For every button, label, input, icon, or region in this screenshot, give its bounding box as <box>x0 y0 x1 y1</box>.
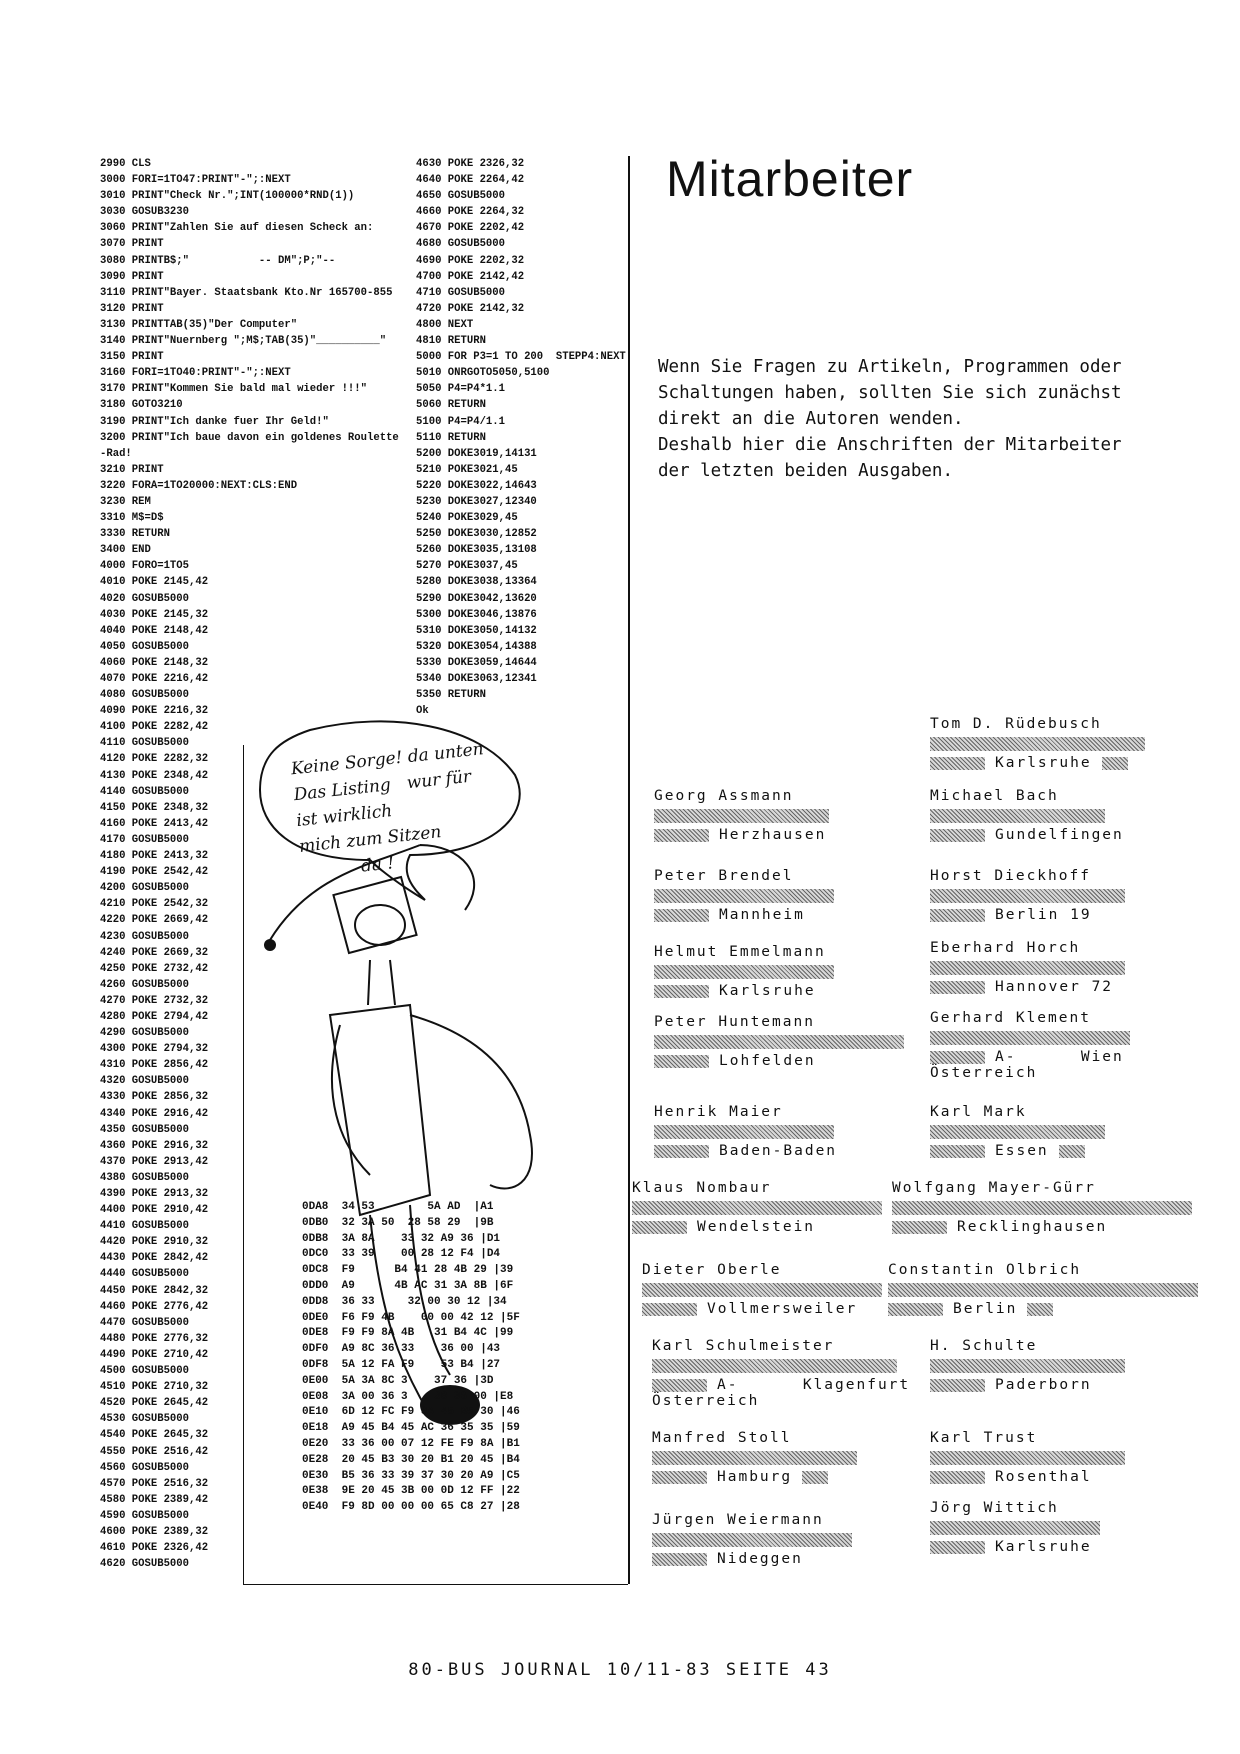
listing-line: 3330 RETURN <box>100 528 170 541</box>
listing-line: 3200 PRINT"Ich baue davon ein goldenes Roulette <box>100 431 399 444</box>
hex-line: 0E18 A9 45 B4 45 AC 36 35 35 |59 <box>302 1422 520 1435</box>
author-city: Herzhausen <box>719 827 827 843</box>
listing-line: 5250 DOKE3030,12852 <box>416 528 537 541</box>
body <box>330 1005 430 1215</box>
intro-line: Deshalb hier die Anschriften der Mitarbeiter <box>658 435 1122 455</box>
redacted-street <box>652 1533 852 1547</box>
author-name: Eberhard Horch <box>930 940 1081 956</box>
listing-line: 4700 POKE 2142,42 <box>416 270 525 283</box>
listing-line: 4000 FORO=1TO5 <box>100 560 190 573</box>
listing-line: 4580 POKE 2389,42 <box>100 1493 209 1506</box>
author-name: Manfred Stoll <box>652 1430 792 1446</box>
listing-line: 4560 GOSUB5000 <box>100 1461 190 1474</box>
redacted-street <box>930 1521 1100 1535</box>
listing-line: 3400 END <box>100 544 151 557</box>
author-entry <box>930 716 1145 771</box>
author-name: Karl Trust <box>930 1430 1038 1446</box>
listing-line: 4680 GOSUB5000 <box>416 238 506 251</box>
author-name: Constantin Olbrich <box>888 1262 1082 1278</box>
listing-line: 5270 POKE3037,45 <box>416 560 518 573</box>
listing-line: 4430 POKE 2842,42 <box>100 1252 209 1265</box>
redacted-street <box>930 1359 1125 1373</box>
hex-line: 0DC0 33 39 00 28 12 F4 |D4 <box>302 1248 501 1261</box>
listing-line: 5100 P4=P4/1.1 <box>416 415 506 428</box>
listing-line: 4630 POKE 2326,32 <box>416 158 525 170</box>
author-name: Helmut Emmelmann <box>654 944 826 960</box>
author-entry <box>654 868 834 923</box>
listing-line: 3110 PRINT"Bayer. Staatsbank Kto.Nr 165700-855 <box>100 286 393 299</box>
listing-line: 4070 POKE 2216,42 <box>100 673 209 685</box>
listing-line: 4290 GOSUB5000 <box>100 1027 190 1040</box>
redacted-zip <box>930 1541 985 1554</box>
listing-line: 5240 POKE3029,45 <box>416 512 518 525</box>
author-country: Österreich <box>652 1393 760 1409</box>
listing-line: 4400 POKE 2910,42 <box>100 1204 209 1217</box>
redacted-street <box>652 1451 857 1465</box>
author-entry <box>930 1010 1130 1081</box>
redacted-zip <box>930 981 985 994</box>
redacted-zip <box>888 1303 943 1316</box>
author-entry <box>930 1500 1100 1555</box>
neck <box>368 960 395 1005</box>
listing-line: 4120 POKE 2282,32 <box>100 753 209 766</box>
basic-listing-column-2 <box>416 156 626 719</box>
listing-line: 4140 GOSUB5000 <box>100 785 190 798</box>
author-city: Vollmersweiler <box>707 1301 858 1317</box>
listing-line: 4660 POKE 2264,32 <box>416 206 525 219</box>
redacted-street <box>654 889 834 903</box>
redacted-street <box>930 1451 1125 1465</box>
listing-line: 3160 FORI=1TO40:PRINT"-";:NEXT <box>100 367 291 380</box>
listing-line: 4690 POKE 2202,32 <box>416 254 525 267</box>
author-entry <box>892 1180 1192 1235</box>
author-city: Recklinghausen <box>957 1219 1108 1235</box>
author-name: H. Schulte <box>930 1338 1038 1354</box>
listing-line: 5280 DOKE3038,13364 <box>416 576 537 589</box>
listing-line: 3190 PRINT"Ich danke fuer Ihr Geld!" <box>100 415 329 428</box>
author-name: Georg Assmann <box>654 788 794 804</box>
listing-divider-left <box>243 745 244 1585</box>
author-city: Karlsruhe <box>995 755 1092 771</box>
author-city: Hamburg <box>717 1469 793 1485</box>
listing-line: 5110 RETURN <box>416 431 486 444</box>
hex-line: 0DF8 5A 12 FA F9 53 B4 |27 <box>302 1358 501 1371</box>
listing-line: 4100 POKE 2282,42 <box>100 721 209 734</box>
author-city: Berlin 19 <box>995 907 1092 923</box>
redacted-zip <box>930 1379 985 1392</box>
listing-line: 4420 POKE 2910,32 <box>100 1236 209 1249</box>
hex-line: 0E38 9E 20 45 3B 00 0D 12 FF |22 <box>302 1485 520 1498</box>
listing-line: 5200 DOKE3019,14131 <box>416 447 537 460</box>
redacted-zip <box>642 1303 697 1316</box>
listing-line: 4220 POKE 2669,42 <box>100 914 209 927</box>
listing-line: 4150 POKE 2348,32 <box>100 801 209 814</box>
redacted-extra <box>1102 757 1128 770</box>
listing-line: 4460 POKE 2776,42 <box>100 1300 209 1313</box>
listing-line: 5290 DOKE3042,13620 <box>416 592 537 605</box>
listing-line: 3080 PRINTB$;" -- DM";P;"-- <box>100 254 336 267</box>
listing-line: 5230 DOKE3027,12340 <box>416 495 537 508</box>
hex-line: 0DB0 32 3A 50 28 58 29 |9B <box>302 1216 494 1229</box>
hex-line: 0E20 33 36 00 07 12 FE F9 8A |B1 <box>302 1437 520 1450</box>
author-city: Lohfelden <box>719 1053 816 1069</box>
listing-line: 4040 POKE 2148,42 <box>100 624 209 637</box>
redacted-zip <box>632 1221 687 1234</box>
author-city: A- Wien <box>995 1049 1124 1065</box>
listing-line: 3000 FORI=1TO47:PRINT"-";:NEXT <box>100 174 291 187</box>
hex-line: 0E30 B5 36 33 39 37 30 20 A9 |C5 <box>302 1469 520 1482</box>
redacted-street <box>930 889 1125 903</box>
monitor-head <box>333 877 416 953</box>
redacted-extra <box>1027 1303 1053 1316</box>
listing-line: 4510 POKE 2710,32 <box>100 1381 209 1394</box>
left-arm <box>332 1025 370 1175</box>
listing-line: 5300 DOKE3046,13876 <box>416 608 537 621</box>
listing-line: 5000 FOR P3=1 TO 200 STEPP4:NEXT <box>416 351 626 364</box>
author-name: Michael Bach <box>930 788 1059 804</box>
listing-line: 4370 POKE 2913,42 <box>100 1155 209 1168</box>
author-city: Karlsruhe <box>995 1539 1092 1555</box>
listing-line: 4200 GOSUB5000 <box>100 882 190 895</box>
author-country: Österreich <box>930 1065 1038 1081</box>
author-name: Karl Schulmeister <box>652 1338 835 1354</box>
author-name: Jörg Wittich <box>930 1500 1059 1516</box>
face <box>355 905 405 945</box>
listing-line: 4110 GOSUB5000 <box>100 737 190 750</box>
listing-line: 4520 POKE 2645,42 <box>100 1397 209 1410</box>
author-entry <box>930 940 1125 995</box>
listing-line: 3090 PRINT <box>100 270 164 283</box>
redacted-street <box>652 1359 897 1373</box>
author-entry <box>654 788 829 843</box>
listing-line: 4180 POKE 2413,32 <box>100 850 209 863</box>
listing-line: 4480 POKE 2776,32 <box>100 1332 209 1345</box>
listing-line: 4500 GOSUB5000 <box>100 1365 190 1378</box>
hex-line: 0DC8 F9 B4 41 28 4B 29 |39 <box>302 1264 514 1277</box>
listing-line: 3060 PRINT"Zahlen Sie auf diesen Scheck an: <box>100 222 374 235</box>
listing-line: 4620 GOSUB5000 <box>100 1558 190 1571</box>
listing-line: 4270 POKE 2732,32 <box>100 994 209 1007</box>
intro-text <box>658 354 1178 484</box>
listing-line: 4710 GOSUB5000 <box>416 286 506 299</box>
hex-line: 0E00 5A 3A 8C 3 37 36 |3D <box>302 1374 494 1387</box>
listing-line: 2990 CLS <box>100 158 151 170</box>
author-name: Gerhard Klement <box>930 1010 1091 1026</box>
listing-line: 3180 GOTO3210 <box>100 399 183 412</box>
author-entry <box>930 1338 1125 1393</box>
listing-line: 4670 POKE 2202,42 <box>416 222 525 235</box>
redacted-street <box>632 1201 882 1215</box>
hex-line: 0DE0 F6 F9 4B 00 00 42 12 |5F <box>302 1311 520 1324</box>
intro-line: Schaltungen haben, sollten Sie sich zunächst <box>658 383 1122 403</box>
listing-line: 4260 GOSUB5000 <box>100 978 190 991</box>
author-name: Klaus Nombaur <box>632 1180 772 1196</box>
author-name: Tom D. Rüdebusch <box>930 716 1102 732</box>
listing-line: 4020 GOSUB5000 <box>100 592 190 605</box>
listing-divider-bottom <box>243 1584 628 1585</box>
listing-line: 5220 DOKE3022,14643 <box>416 479 537 492</box>
listing-line: 4080 GOSUB5000 <box>100 689 190 702</box>
author-entry <box>652 1338 910 1409</box>
author-city: A- Klagenfurt <box>717 1377 911 1393</box>
listing-line: 4610 POKE 2326,42 <box>100 1542 209 1555</box>
listing-line: 3310 M$=D$ <box>100 512 164 525</box>
listing-line: 4130 POKE 2348,42 <box>100 769 209 782</box>
author-city: Paderborn <box>995 1377 1092 1393</box>
intro-line: der letzten beiden Ausgaben. <box>658 461 954 481</box>
author-name: Peter Brendel <box>654 868 794 884</box>
listing-line: 3220 FORA=1TO20000:NEXT:CLS:END <box>100 479 298 492</box>
redacted-street <box>888 1283 1198 1297</box>
listing-line: 4540 POKE 2645,32 <box>100 1429 209 1442</box>
speech-bubble-text: Keine Sorge! da unten Das Listing wur für ist wirklich mich zum Sitzen da ! <box>290 739 485 883</box>
redacted-zip <box>654 829 709 842</box>
hex-line: 0E08 3A 00 36 3 38 36 00 |E8 <box>302 1390 514 1403</box>
listing-line: 5340 DOKE3063,12341 <box>416 673 537 685</box>
listing-line: 4240 POKE 2669,32 <box>100 946 209 959</box>
listing-line: 4350 GOSUB5000 <box>100 1123 190 1136</box>
redacted-street <box>654 1035 904 1049</box>
hex-line: 0DD8 36 33 32 00 30 12 |34 <box>302 1295 507 1308</box>
listing-line: 5330 DOKE3059,14644 <box>416 656 537 669</box>
hex-line: 0E28 20 45 B3 30 20 B1 20 45 |B4 <box>302 1453 520 1466</box>
hex-line: 0DD0 A9 4B AC 31 3A 8B |6F <box>302 1279 514 1292</box>
page-footer: 80-BUS JOURNAL 10/11-83 SEITE 43 <box>408 1660 832 1680</box>
listing-line: 4550 POKE 2516,42 <box>100 1445 209 1458</box>
listing-line: 4490 POKE 2710,42 <box>100 1348 209 1361</box>
redacted-zip <box>654 1145 709 1158</box>
right-arm <box>410 1015 532 1188</box>
author-entry <box>652 1512 852 1567</box>
listing-line: 4190 POKE 2542,42 <box>100 866 209 879</box>
author-city: Karlsruhe <box>719 983 816 999</box>
redacted-extra <box>1059 1145 1085 1158</box>
listing-line: 4360 POKE 2916,32 <box>100 1139 209 1152</box>
listing-line: 4030 POKE 2145,32 <box>100 608 209 621</box>
author-entry <box>654 1014 904 1069</box>
hat-bell <box>264 939 276 951</box>
redacted-zip <box>892 1221 947 1234</box>
listing-line: 4300 POKE 2794,32 <box>100 1043 209 1056</box>
redacted-zip <box>930 829 985 842</box>
redacted-zip <box>930 1471 985 1484</box>
listing-line: 5310 DOKE3050,14132 <box>416 624 537 637</box>
listing-line: 4330 POKE 2856,32 <box>100 1091 209 1104</box>
redacted-street <box>930 961 1125 975</box>
redacted-zip <box>654 1055 709 1068</box>
author-name: Karl Mark <box>930 1104 1027 1120</box>
redacted-zip <box>652 1553 707 1566</box>
hex-line: 0DF0 A9 8C 36 33 36 00 |43 <box>302 1343 501 1356</box>
author-entry <box>930 788 1124 843</box>
author-entry <box>652 1430 857 1485</box>
listing-line: 4590 GOSUB5000 <box>100 1509 190 1522</box>
author-entry <box>632 1180 882 1235</box>
listing-line: 3210 PRINT <box>100 463 164 476</box>
listing-line: 5060 RETURN <box>416 399 486 412</box>
listing-line: 5210 POKE3021,45 <box>416 463 518 476</box>
listing-line: 4320 GOSUB5000 <box>100 1075 190 1088</box>
redacted-zip <box>930 1145 985 1158</box>
redacted-zip <box>930 757 985 770</box>
author-entry <box>888 1262 1198 1317</box>
listing-line: 3070 PRINT <box>100 238 164 251</box>
listing-line: 3230 REM <box>100 495 151 508</box>
redacted-zip <box>654 909 709 922</box>
listing-line: 5320 DOKE3054,14388 <box>416 640 537 653</box>
page-title: Mitarbeiter <box>666 151 914 207</box>
listing-line: 3150 PRINT <box>100 351 164 364</box>
listing-line: 5350 RETURN <box>416 689 486 702</box>
redacted-street <box>930 1031 1130 1045</box>
listing-line: 4050 GOSUB5000 <box>100 640 190 653</box>
listing-line: 5050 P4=P4*1.1 <box>416 383 506 396</box>
listing-line: 4440 GOSUB5000 <box>100 1268 190 1281</box>
listing-line: 4530 GOSUB5000 <box>100 1413 190 1426</box>
listing-line: 4720 POKE 2142,32 <box>416 302 525 315</box>
listing-line: 4810 RETURN <box>416 335 486 348</box>
listing-line: 3130 PRINTTAB(35)"Der Computer" <box>100 318 298 331</box>
hex-line: 0E40 F9 8D 00 00 00 65 C8 27 |28 <box>302 1501 520 1514</box>
hex-dump <box>302 1200 520 1516</box>
listing-line: 4230 GOSUB5000 <box>100 930 190 943</box>
redacted-street <box>930 737 1145 751</box>
listing-line: 4210 POKE 2542,32 <box>100 898 209 911</box>
redacted-street <box>654 965 834 979</box>
author-name: Jürgen Weiermann <box>652 1512 824 1528</box>
redacted-street <box>930 809 1105 823</box>
redacted-zip <box>654 985 709 998</box>
listing-line: 4450 POKE 2842,32 <box>100 1284 209 1297</box>
listing-line: 4600 POKE 2389,32 <box>100 1525 209 1538</box>
author-name: Horst Dieckhoff <box>930 868 1091 884</box>
listing-line: 4340 POKE 2916,42 <box>100 1107 209 1120</box>
author-name: Wolfgang Mayer-Gürr <box>892 1180 1096 1196</box>
listing-line: -Rad! <box>100 447 132 460</box>
listing-line: 4640 POKE 2264,42 <box>416 174 525 187</box>
redacted-zip <box>930 1051 985 1064</box>
author-name: Dieter Oberle <box>642 1262 782 1278</box>
listing-line: 4250 POKE 2732,42 <box>100 962 209 975</box>
redacted-street <box>930 1125 1105 1139</box>
redacted-zip <box>652 1379 707 1392</box>
hex-line: 0DA8 34 53 5A AD |A1 <box>302 1201 494 1213</box>
listing-line: 4380 GOSUB5000 <box>100 1171 190 1184</box>
listing-line: 4410 GOSUB5000 <box>100 1220 190 1233</box>
intro-line: Wenn Sie Fragen zu Artikeln, Programmen oder <box>658 357 1122 377</box>
column-divider <box>628 156 630 1584</box>
author-entry <box>930 1104 1105 1159</box>
listing-line: 4090 POKE 2216,32 <box>100 705 209 718</box>
listing-line: 3170 PRINT"Kommen Sie bald mal wieder !!!" <box>100 383 368 396</box>
author-entry <box>654 944 834 999</box>
author-city: Berlin <box>953 1301 1018 1317</box>
listing-line: Ok <box>416 705 429 718</box>
listing-line: 4060 POKE 2148,32 <box>100 656 209 669</box>
hex-line: 0E10 6D 12 FC F9 8A 45 B5 30 |46 <box>302 1406 520 1419</box>
hex-line: 0DB8 3A 8A 33 32 A9 36 |D1 <box>302 1232 501 1245</box>
redacted-zip <box>930 909 985 922</box>
author-city: Gundelfingen <box>995 827 1124 843</box>
listing-line: 4170 GOSUB5000 <box>100 833 190 846</box>
hex-line: 0DE8 F9 F9 8A 4B 31 B4 4C |99 <box>302 1327 514 1340</box>
author-city: Nideggen <box>717 1551 803 1567</box>
intro-line: direkt an die Autoren wenden. <box>658 409 964 429</box>
listing-line: 4010 POKE 2145,42 <box>100 576 209 589</box>
author-city: Essen <box>995 1143 1049 1159</box>
author-name: Peter Huntemann <box>654 1014 815 1030</box>
listing-line: 5260 DOKE3035,13108 <box>416 544 537 557</box>
redacted-street <box>654 809 829 823</box>
redacted-extra <box>802 1471 828 1484</box>
redacted-street <box>654 1125 834 1139</box>
author-city: Mannheim <box>719 907 805 923</box>
listing-line: 4310 POKE 2856,42 <box>100 1059 209 1072</box>
author-entry <box>930 1430 1125 1485</box>
listing-line: 3030 GOSUB3230 <box>100 206 190 219</box>
author-entry <box>930 868 1125 923</box>
author-entry <box>654 1104 837 1159</box>
redacted-zip <box>652 1471 707 1484</box>
author-name: Henrik Maier <box>654 1104 783 1120</box>
listing-line: 3010 PRINT"Check Nr.";INT(100000*RND(1)) <box>100 190 355 203</box>
listing-line: 4470 GOSUB5000 <box>100 1316 190 1329</box>
listing-line: 3140 PRINT"Nuernberg ";M$;TAB(35)"__________" <box>100 335 387 348</box>
listing-line: 5010 ONRGOTO5050,5100 <box>416 367 550 380</box>
listing-line: 3120 PRINT <box>100 302 164 315</box>
author-city: Baden-Baden <box>719 1143 838 1159</box>
author-city: Wendelstein <box>697 1219 816 1235</box>
listing-line: 4280 POKE 2794,42 <box>100 1010 209 1023</box>
author-entry <box>642 1262 882 1317</box>
listing-line: 4570 POKE 2516,32 <box>100 1477 209 1490</box>
listing-line: 4390 POKE 2913,32 <box>100 1188 209 1200</box>
redacted-street <box>892 1201 1192 1215</box>
author-city: Rosenthal <box>995 1469 1092 1485</box>
listing-line: 4800 NEXT <box>416 318 474 331</box>
redacted-street <box>642 1283 882 1297</box>
author-city: Hannover 72 <box>995 979 1114 995</box>
listing-line: 4160 POKE 2413,42 <box>100 817 209 830</box>
listing-line: 4650 GOSUB5000 <box>416 190 506 203</box>
